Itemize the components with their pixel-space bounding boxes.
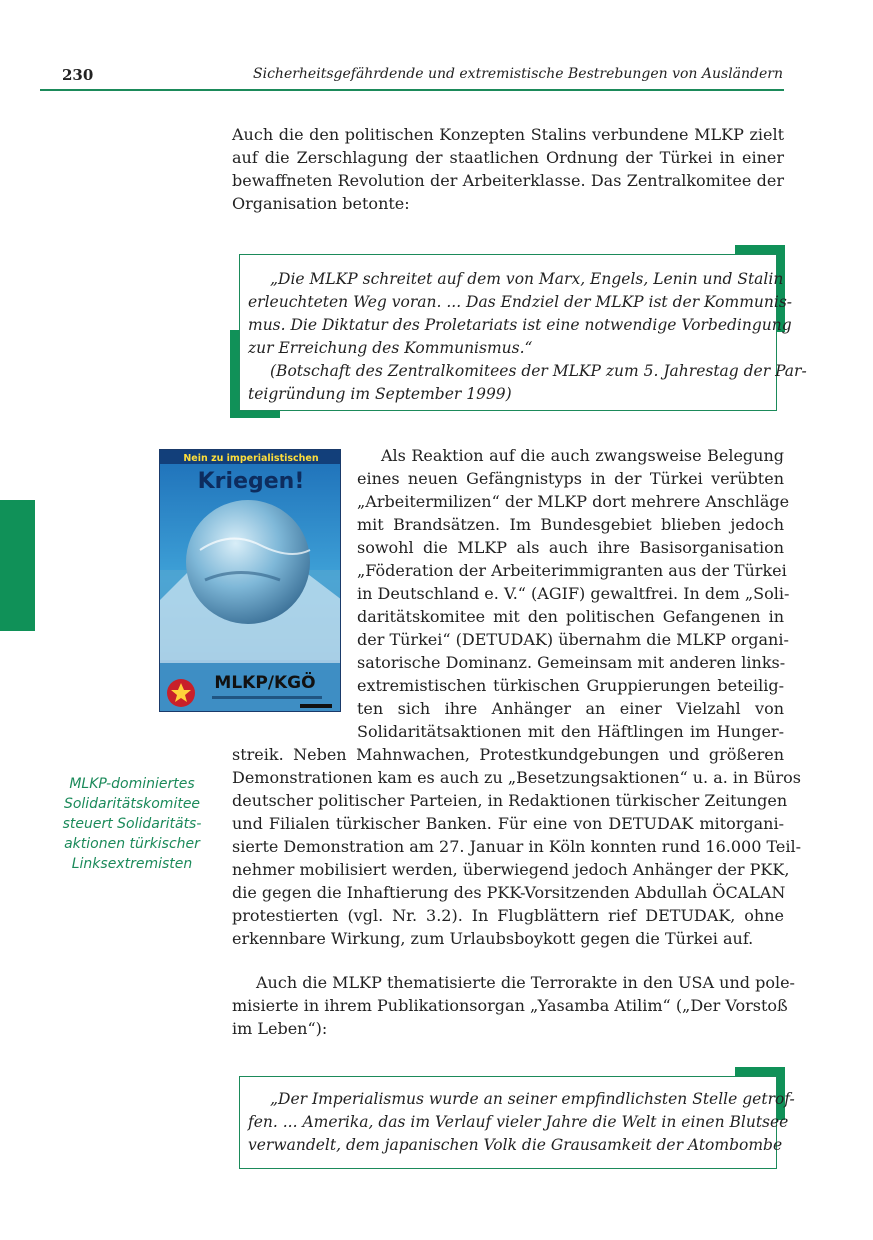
text-line: daritätskomitee mit den politischen Gefangenen in [357,607,784,626]
text-line: der Türkei“ (DETUDAK) übernahm die MLKP organi- [357,630,789,649]
text-line: sowohl die MLKP als auch ihre Basisorganisation [357,538,784,557]
text-line: Auch die MLKP thematisierte die Terrorakte in den USA und pole- [256,973,795,992]
text-line: Auch die den politischen Konzepten Stalins verbundene MLKP zielt [232,125,784,144]
quote-line: zur Erreichung des Kommunismus.“ [248,339,533,357]
text-line: nehmer mobilisiert werden, überwiegend jedoch Anhänger der PKK, [232,860,790,879]
text-line: deutscher politischer Parteien, in Redaktionen türkischer Zeitungen [232,791,788,810]
quote-line: „Der Imperialismus wurde an seiner empfindlichsten Stelle getrof- [270,1090,795,1108]
text-line: „Föderation der Arbeiterimmigranten aus der Türkei [357,561,787,580]
text-line: die gegen die Inhaftierung des PKK-Vorsitzenden Abdullah ÖCALAN [232,883,786,902]
quote-box-2 [239,1076,795,1169]
text-line: und Filialen türkischer Banken. Für eine von DETUDAK mitorgani- [232,814,784,833]
margin-note [52,774,212,874]
quote-line: erleuchteten Weg voran. ... Das Endziel der MLKP ist der Kommunis- [248,293,793,311]
quote-line: mus. Die Diktatur des Proletariats ist eine notwendige Vorbedingung [248,316,792,334]
margin-note-line: MLKP-dominiertes [69,776,195,792]
running-title: Sicherheitsgefährdende und extremistische Bestrebungen von Ausländern [253,66,783,82]
page-number: 230 [62,66,94,84]
intro-paragraph [232,123,784,215]
poster-org-name: MLKP/KGÖ [214,673,316,693]
margin-note-line: Linksextremisten [71,856,193,872]
chapter-side-tab [0,500,35,631]
text-line: erkennbare Wirkung, zum Urlaubsboykott gegen die Türkei auf. [232,929,754,948]
text-line: auf die Zerschlagung der staatlichen Ordnung der Türkei in einer [232,148,784,167]
text-line: streik. Neben Mahnwachen, Protestkundgebungen und größeren [232,745,784,764]
margin-note-line: aktionen türkischer [64,836,200,852]
main-paragraph [232,444,801,950]
text-line: sierte Demonstration am 27. Januar in Köln konnten rund 16.000 Teil- [232,837,801,856]
text-line: „Arbeitermilizen“ der MLKP dort mehrere Anschläge [357,492,790,511]
text-line: mit Brandsätzen. Im Bundesgebiet blieben jedoch [357,515,784,534]
text-line: im Leben“): [232,1019,328,1038]
text-line: ten sich ihre Anhänger an einer Vielzahl von [357,699,784,718]
text-line: in Deutschland e. V.“ (AGIF) gewaltfrei. In dem „Soli- [357,584,790,603]
margin-note-line: steuert Solidaritäts- [62,816,202,832]
quote-line: verwandelt, dem japanischen Volk die Grausamkeit der Atombombe [248,1136,783,1154]
text-line: Demonstrationen kam es auch zu „Besetzungsaktionen“ u. a. in Büros [232,768,801,787]
text-line: eines neuen Gefängnistyps in der Türkei verübten [357,469,784,488]
margin-note-line: Solidaritätskomitee [63,796,201,812]
poster-headline: Kriegen! [197,469,305,494]
text-line: extremistischen türkischen Gruppierungen beteilig- [357,676,784,695]
quote-source-line: teigründung im September 1999) [248,385,512,403]
text-line: Organisation betonte: [232,194,410,213]
text-line: misierte in ihrem Publikationsorgan „Yasamba Atilim“ („Der Vorstoß [232,996,788,1015]
poster-banner-text: Nein zu imperialistischen [183,453,319,464]
text-line: protestierten (vgl. Nr. 3.2). In Flugblättern rief DETUDAK, ohne [232,906,784,925]
paragraph-2 [232,971,795,1040]
quote-line: fen. ... Amerika, das im Verlauf vieler Jahre die Welt in einen Blutsee [248,1113,789,1131]
header-rule [40,89,784,91]
text-line: bewaffneten Revolution der Arbeiterklasse. Das Zentralkomitee der [232,171,784,190]
text-line: satorische Dominanz. Gemeinsam mit anderen links- [357,653,786,672]
quote-line: „Die MLKP schreitet auf dem von Marx, Engels, Lenin und Stalin [270,270,784,288]
text-line: Solidaritätsaktionen mit den Häftlingen im Hunger- [357,722,784,741]
text-line: Als Reaktion auf die auch zwangsweise Belegung [381,446,784,465]
quote-source-line: (Botschaft des Zentralkomitees der MLKP zum 5. Jahrestag der Par- [270,362,807,380]
quote-box-1 [239,254,807,411]
